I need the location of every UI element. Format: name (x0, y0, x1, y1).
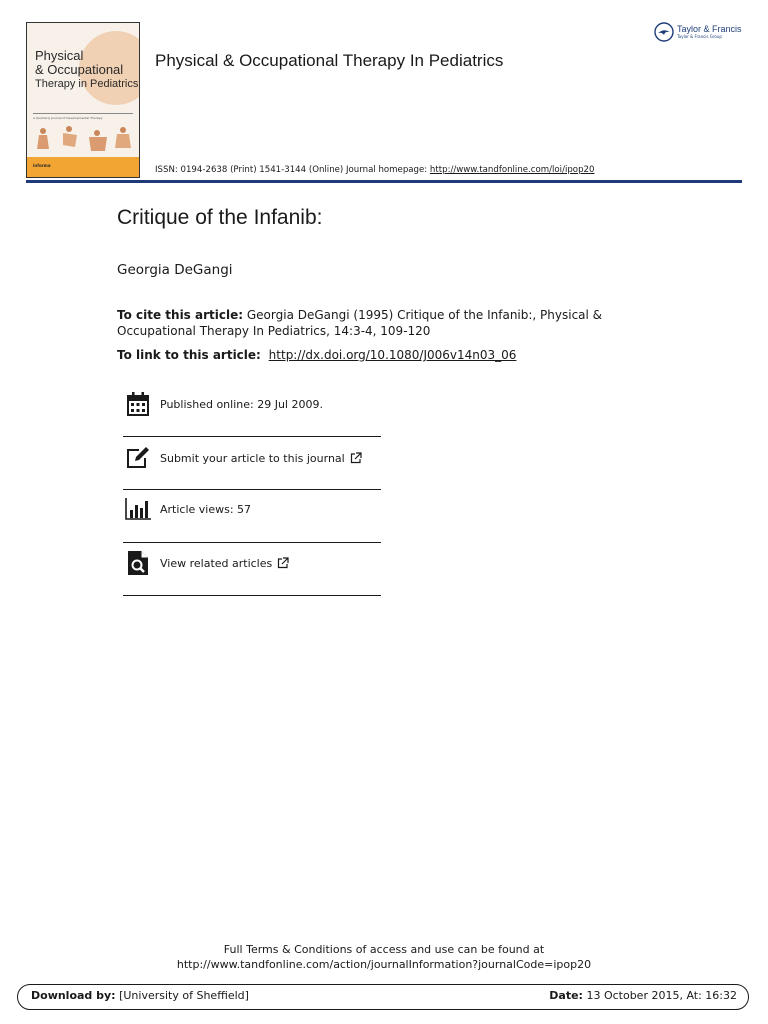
cite-text: Georgia DeGangi (1995) Critique of the Infanib:, Physical & Occupational Therapy In Pediatrics, 14:3-4, 109-120 (117, 308, 603, 338)
publisher-group: Taylor & Francis Group (677, 34, 722, 39)
divider (123, 595, 381, 596)
cover-brand: informa (33, 163, 51, 168)
link-label: To link to this article: (117, 348, 261, 362)
publisher-logo[interactable] (654, 22, 742, 42)
terms-notice (0, 942, 768, 972)
search-document-icon (123, 548, 153, 578)
submit-article-label[interactable]: Submit your article to this journal (160, 451, 345, 465)
published-online-label: Published online: 29 Jul 2009. (160, 397, 323, 411)
date-value: 13 October 2015, At: 16:32 (586, 989, 737, 1002)
terms-line-2[interactable]: http://www.tandfonline.com/action/journalInformation?journalCode=ipop20 (176, 958, 592, 971)
cover-illustration (29, 121, 137, 157)
publisher-name: Taylor & Francis (677, 24, 742, 34)
header-rule (26, 180, 742, 183)
download-date (549, 989, 737, 1002)
cover-title (35, 49, 138, 91)
related-articles-item[interactable] (123, 548, 381, 578)
divider (123, 489, 381, 490)
article-title: Critique of the Infanib: (117, 206, 323, 229)
divider (123, 542, 381, 543)
published-online-item (123, 389, 381, 419)
cover-title-line-1: Physical (35, 48, 84, 63)
terms-line-1: Full Terms & Conditions of access and use can be found at (223, 943, 545, 956)
download-by (31, 989, 249, 1002)
article-views-item (123, 494, 381, 524)
cover-title-line-3: Therapy in Pediatrics (35, 78, 139, 90)
date-label: Date: (549, 989, 583, 1002)
journal-homepage-link[interactable]: http://www.tandfonline.com/loi/ipop20 (429, 165, 595, 175)
bar-chart-icon (123, 494, 153, 524)
article-views-label: Article views: 57 (160, 502, 252, 516)
cover-title-line-2: & Occupational (35, 62, 124, 77)
edit-icon (123, 443, 153, 473)
cover-subtitle: A Quarterly Journal of Developmental Therapy (33, 113, 133, 120)
article-link-line (117, 348, 516, 362)
article-author: Georgia DeGangi (117, 262, 233, 278)
journal-cover (26, 22, 140, 178)
submit-article-item[interactable] (123, 443, 381, 473)
issn-text: ISSN: 0194-2638 (Print) 1541-3144 (Online) Journal homepage: (155, 165, 428, 175)
issn-line (155, 165, 594, 175)
citation (117, 307, 657, 339)
calendar-icon (123, 389, 153, 419)
download-label: Download by: (31, 989, 116, 1002)
doi-link[interactable]: http://dx.doi.org/10.1080/J006v14n03_06 (268, 348, 517, 362)
divider (123, 436, 381, 437)
external-link-icon (277, 557, 289, 569)
taylor-francis-logo-icon (654, 22, 674, 42)
external-link-icon (350, 452, 362, 464)
cite-label: To cite this article: (117, 308, 244, 322)
download-value: [University of Sheffield] (119, 989, 249, 1002)
related-articles-label[interactable]: View related articles (160, 556, 273, 570)
journal-title: Physical & Occupational Therapy In Pediatrics (155, 51, 504, 70)
